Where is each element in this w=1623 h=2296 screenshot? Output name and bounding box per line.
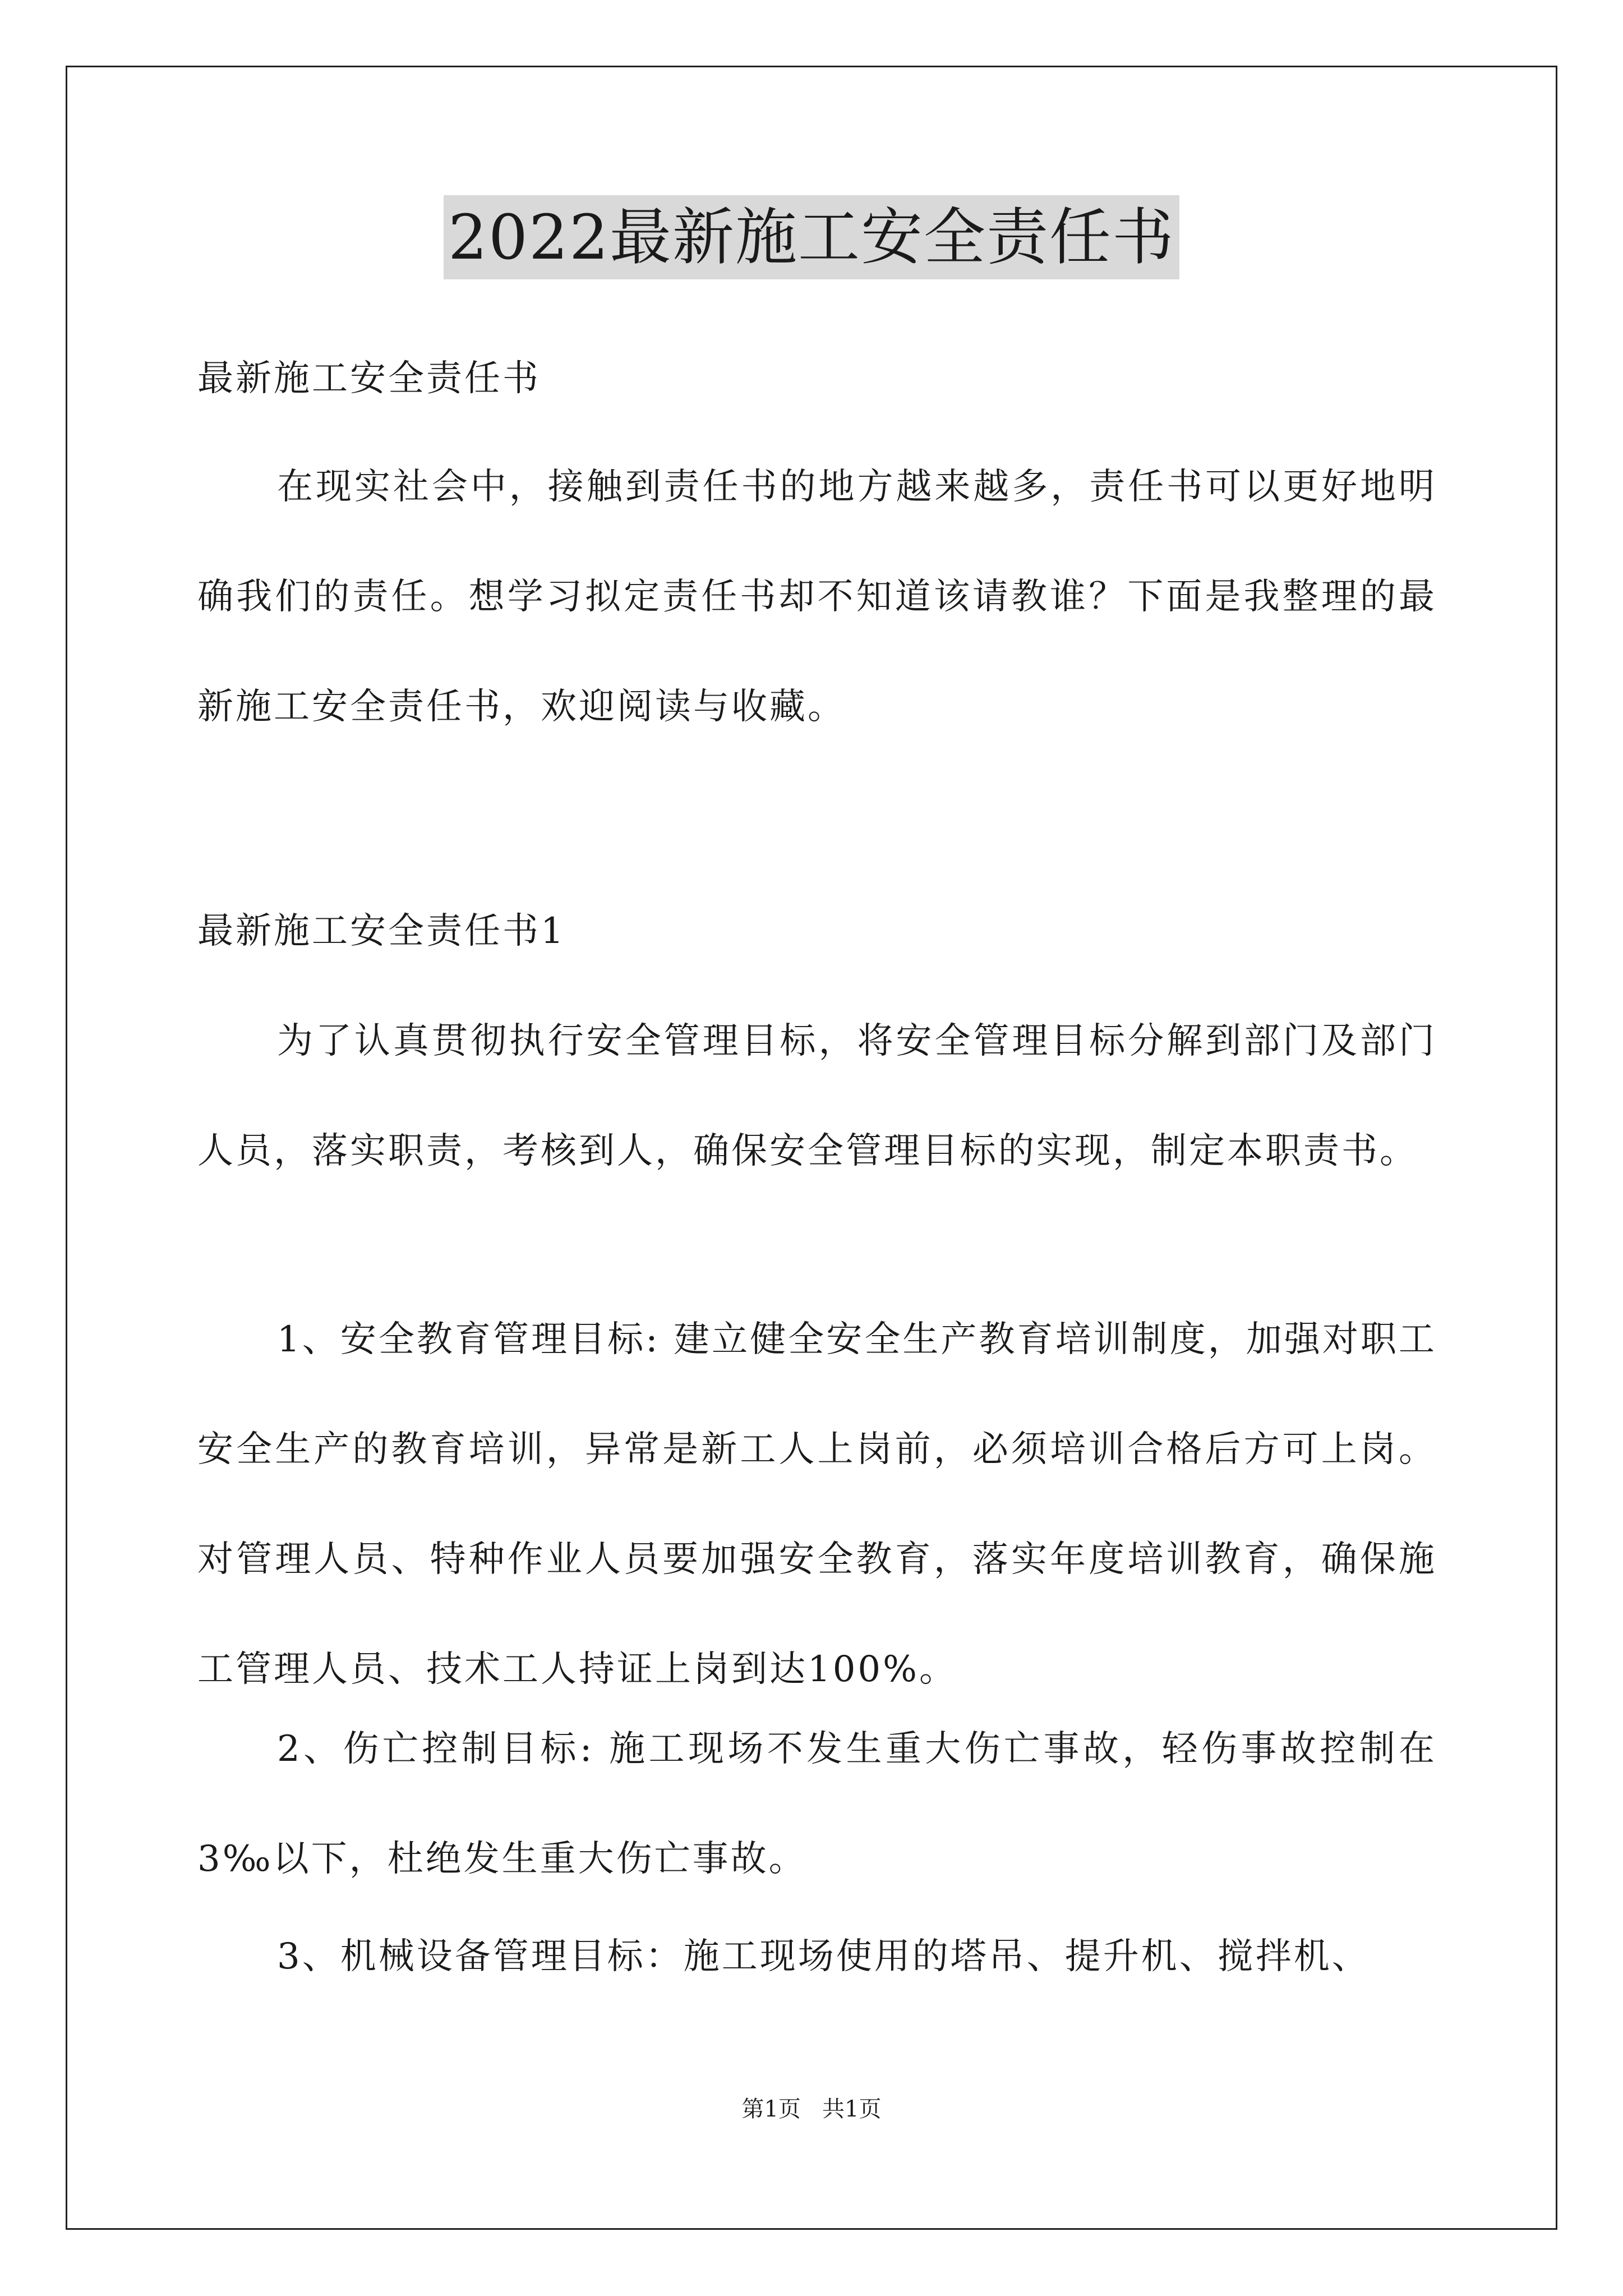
item3-paragraph: 3、机械设备管理目标：施工现场使用的塔吊、提升机、搅拌机、 — [277, 1936, 1370, 1977]
intro-paragraph: 在现实社会中，接触到责任书的地方越来越多，责任书可以更好地明确我们的责任。想学习拟定责任书却不知道该请教谁？下面是我整理的最新施工安全责任书，欢迎阅读与收藏。 — [197, 466, 1437, 728]
item2-paragraph: 2、伤亡控制目标: 施工现场不发生重大伤亡事故，轻伤事故控制在3‰以下，杜绝发生重大伤亡事故。 — [197, 1728, 1437, 1880]
document-subtitle: 最新施工安全责任书 — [197, 358, 541, 399]
page-footer: 第1页 共1页 — [741, 2096, 882, 2122]
title-container — [0, 195, 1623, 279]
section1-heading: 最新施工安全责任书1 — [197, 910, 566, 952]
document-title: 2022最新施工安全责任书 — [444, 195, 1179, 279]
section1-intro-paragraph: 为了认真贯彻执行安全管理目标，将安全管理目标分解到部门及部门人员，落实职责，考核到人，确保安全管理目标的实现，制定本职责书。 — [197, 1020, 1437, 1172]
item1-paragraph: 1、安全教育管理目标: 建立健全安全生产教育培训制度，加强对职工安全生产的教育培训，异常是新工人上岗前，必须培训合格后方可上岗。对管理人员、特种作业人员要加强安全教育，落实年度培训教育，确保施工管理人员、技术工人持证上岗到达100%。 — [197, 1319, 1437, 1690]
